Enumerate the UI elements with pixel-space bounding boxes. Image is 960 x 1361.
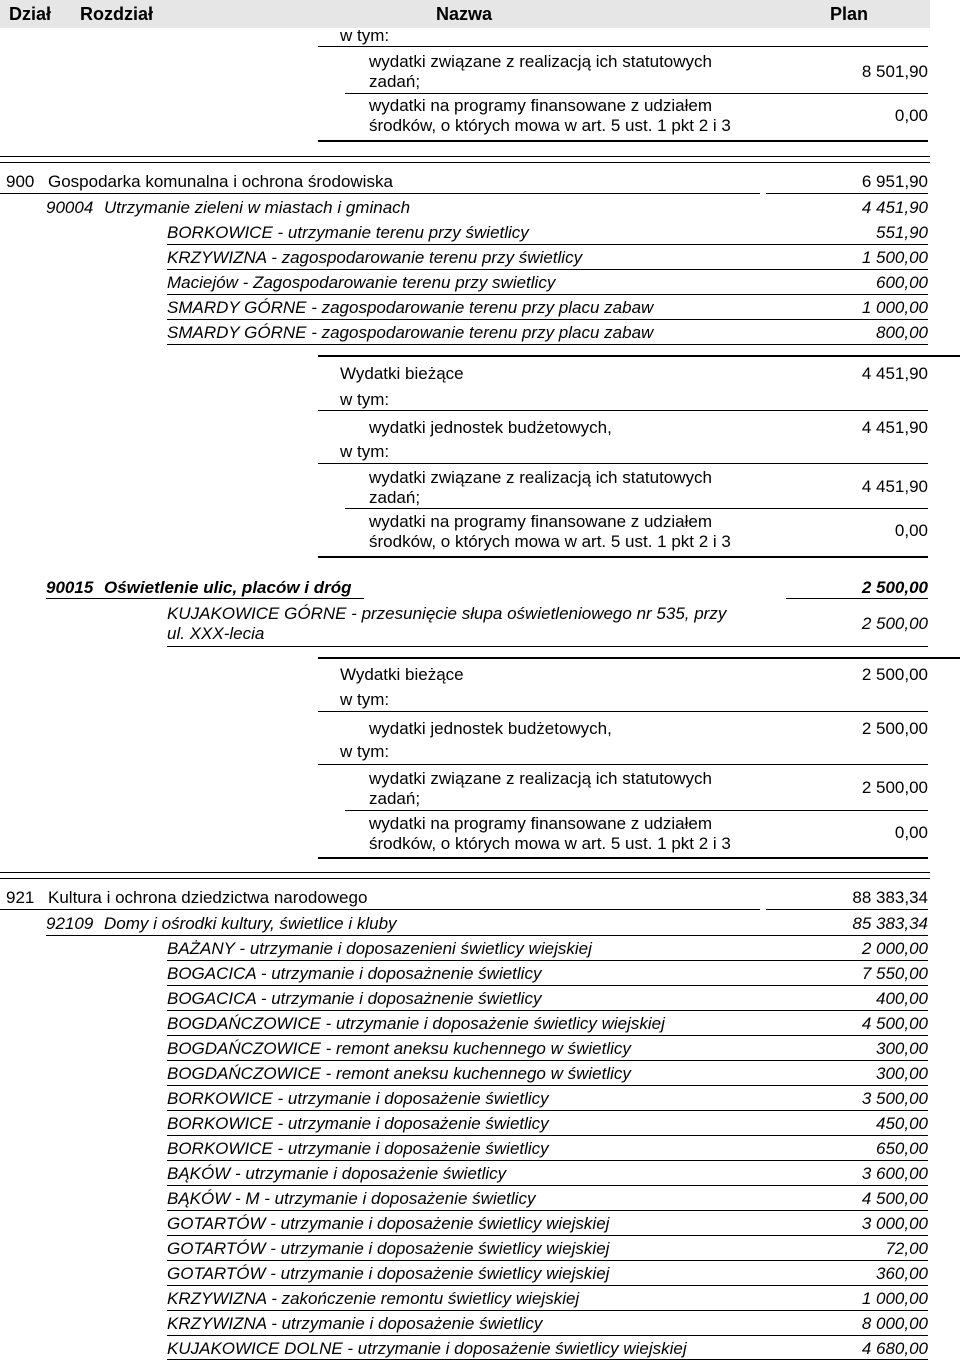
divider: [167, 1235, 928, 1236]
divider: [0, 193, 760, 194]
biezace-value: 2 500,00: [861, 665, 928, 684]
divider: [0, 162, 930, 163]
item-name: KRZYWIZNA - zagospodarowanie terenu przy świetlicy: [167, 248, 583, 267]
rozdzial-code: 90015: [46, 578, 94, 597]
divider: [167, 1185, 928, 1186]
w-tym-label: w tym:: [340, 742, 390, 761]
statutowe-line1: wydatki związane z realizacją ich statutowych: [369, 52, 712, 71]
programy-line2: środków, o których mowa w art. 5 ust. 1 pkt 2 i 3: [369, 116, 731, 135]
item-line2: ul. XXX-lecia: [167, 624, 265, 643]
item-value: 4 500,00: [861, 1014, 928, 1033]
jednostek-label: wydatki jednostek budżetowych,: [369, 719, 612, 738]
jednostek-value: 4 451,90: [861, 418, 928, 437]
statutowe-value: 4 451,90: [861, 477, 928, 496]
programy-line1: wydatki na programy finansowane z udziałem: [369, 814, 713, 833]
item-value: 360,00: [876, 1264, 928, 1283]
divider: [345, 508, 928, 509]
divider: [318, 463, 928, 464]
item-name: SMARDY GÓRNE - zagospodarowanie terenu przy placu zabaw: [167, 323, 654, 342]
item-value: 72,00: [885, 1239, 928, 1258]
divider: [167, 1210, 928, 1211]
item-name: GOTARTÓW - utrzymanie i doposażenie świetlicy wiejskiej: [167, 1214, 610, 1233]
item-name: KUJAKOWICE DOLNE - utrzymanie i doposażenie świetlicy wiejskiej: [167, 1339, 687, 1358]
divider: [318, 657, 960, 659]
header-nazwa: Nazwa: [436, 4, 493, 24]
programy-value: 0,00: [894, 106, 928, 125]
rozdzial-code: 90004: [46, 198, 94, 217]
w-tym-label: w tym:: [340, 26, 390, 45]
programy-line2: środków, o których mowa w art. 5 ust. 1 pkt 2 i 3: [369, 532, 731, 551]
item-name: BĄKÓW - M - utrzymanie i doposażenie świetlicy: [167, 1189, 536, 1208]
divider: [318, 857, 928, 859]
biezace-label: Wydatki bieżące: [340, 364, 464, 383]
item-value: 650,00: [876, 1139, 928, 1158]
item-name: KRZYWIZNA - zakończenie remontu świetlicy wiejskiej: [167, 1289, 580, 1308]
item-value: 300,00: [876, 1064, 928, 1083]
divider: [318, 764, 928, 765]
item-name: BOGDAŃCZOWICE - remont aneksu kuchennego w świetlicy: [167, 1039, 631, 1058]
item-value: 300,00: [876, 1039, 928, 1058]
statutowe-line1: wydatki związane z realizacją ich statutowych: [369, 468, 712, 487]
divider: [345, 93, 928, 94]
divider: [766, 909, 928, 910]
programy-line1: wydatki na programy finansowane z udziałem: [369, 96, 713, 115]
divider: [167, 294, 928, 295]
item-name: Maciejów - Zagospodarowanie terenu przy swietlicy: [167, 273, 556, 292]
divider: [167, 1085, 928, 1086]
biezace-label: Wydatki bieżące: [340, 665, 464, 684]
divider: [0, 872, 930, 873]
dzial-name: Kultura i ochrona dziedzictwa narodowego: [48, 888, 368, 907]
item-name: SMARDY GÓRNE - zagospodarowanie terenu przy placu zabaw: [167, 298, 654, 317]
item-name: BOGDAŃCZOWICE - remont aneksu kuchennego w świetlicy: [167, 1064, 631, 1083]
divider: [167, 1035, 928, 1036]
item-name: KRZYWIZNA - utrzymanie i doposażenie świetlicy: [167, 1314, 543, 1333]
divider: [318, 46, 928, 47]
jednostek-value: 2 500,00: [861, 719, 928, 738]
divider: [46, 935, 928, 936]
statutowe-value: 8 501,90: [861, 62, 928, 81]
divider: [167, 344, 928, 345]
divider: [167, 985, 928, 986]
divider: [167, 269, 928, 270]
divider: [167, 1310, 928, 1311]
item-value: 8 000,00: [861, 1314, 928, 1333]
statutowe-line2: zadań;: [369, 789, 421, 808]
rozdzial-value: 85 383,34: [852, 914, 928, 933]
item-name: GOTARTÓW - utrzymanie i doposażenie świetlicy wiejskiej: [167, 1264, 610, 1283]
item-value: 2 000,00: [861, 939, 928, 958]
rozdzial-name: Domy i ośrodki kultury, świetlice i kluby: [104, 914, 397, 933]
item-name: BĄKÓW - utrzymanie i doposażenie świetlicy: [167, 1164, 507, 1183]
divider: [167, 1359, 928, 1360]
divider: [167, 1260, 928, 1261]
w-tym-label: w tym:: [340, 390, 390, 409]
rozdzial-name: Oświetlenie ulic, placów i dróg: [104, 578, 352, 597]
dzial-value: 6 951,90: [861, 172, 928, 191]
item-value: 4 500,00: [861, 1189, 928, 1208]
item-name: BOGACICA - utrzymanie i doposażnenie świetlicy: [167, 964, 542, 983]
divider: [0, 909, 760, 910]
dzial-name: Gospodarka komunalna i ochrona środowiska: [48, 172, 393, 191]
item-value: 3 600,00: [861, 1164, 928, 1183]
statutowe-line2: zadań;: [369, 488, 421, 507]
divider: [167, 646, 928, 647]
item-name: BAŻANY - utrzymanie i doposazenieni świetlicy wiejskiej: [167, 939, 592, 958]
item-name: BOGACICA - utrzymanie i doposażnenie świetlicy: [167, 989, 542, 1008]
item-value: 1 000,00: [861, 1289, 928, 1308]
item-value: 800,00: [876, 323, 928, 342]
header-plan: Plan: [830, 4, 869, 24]
divider: [0, 878, 930, 879]
divider: [0, 156, 930, 157]
item-value: 1 000,00: [861, 298, 928, 317]
item-value: 2 500,00: [861, 614, 928, 633]
programy-line2: środków, o których mowa w art. 5 ust. 1 pkt 2 i 3: [369, 834, 731, 853]
dzial-value: 88 383,34: [852, 888, 928, 907]
divider: [167, 244, 928, 245]
divider: [766, 193, 928, 194]
divider: [46, 598, 364, 599]
item-name: BORKOWICE - utrzymanie i doposażenie świetlicy: [167, 1089, 549, 1108]
divider: [318, 410, 928, 411]
item-value: 551,90: [876, 223, 928, 242]
item-value: 7 550,00: [861, 964, 928, 983]
rozdzial-name: Utrzymanie zieleni w miastach i gminach: [104, 198, 411, 217]
jednostek-label: wydatki jednostek budżetowych,: [369, 418, 612, 437]
table-header: [0, 0, 930, 28]
item-name: GOTARTÓW - utrzymanie i doposażenie świetlicy wiejskiej: [167, 1239, 610, 1258]
divider: [167, 1060, 928, 1061]
programy-value: 0,00: [894, 521, 928, 540]
w-tym-label: w tym:: [340, 690, 390, 709]
statutowe-line2: zadań;: [369, 72, 421, 91]
item-value: 600,00: [876, 273, 928, 292]
item-value: 4 680,00: [861, 1339, 928, 1358]
item-value: 3 500,00: [861, 1089, 928, 1108]
item-name: BORKOWICE - utrzymanie i doposażenie świetlicy: [167, 1139, 549, 1158]
divider: [318, 355, 960, 357]
divider: [167, 319, 928, 320]
biezace-value: 4 451,90: [861, 364, 928, 383]
item-value: 3 000,00: [861, 1214, 928, 1233]
item-name: BORKOWICE - utrzymanie i doposażenie świetlicy: [167, 1114, 549, 1133]
divider: [318, 556, 928, 558]
header-dzial: Dział: [9, 4, 52, 24]
item-value: 450,00: [876, 1114, 928, 1133]
item-value: 400,00: [876, 989, 928, 1008]
divider: [167, 1285, 928, 1286]
statutowe-line1: wydatki związane z realizacją ich statutowych: [369, 769, 712, 788]
item-value: 1 500,00: [861, 248, 928, 267]
item-line1: KUJAKOWICE GÓRNE - przesunięcie słupa oświetleniowego nr 535, przy: [167, 604, 727, 623]
statutowe-value: 2 500,00: [861, 778, 928, 797]
rozdzial-value: 2 500,00: [861, 578, 928, 597]
divider: [167, 1160, 928, 1161]
header-rozdzial: Rozdział: [80, 4, 154, 24]
divider: [318, 711, 928, 712]
divider: [167, 1335, 928, 1336]
programy-line1: wydatki na programy finansowane z udziałem: [369, 512, 713, 531]
divider: [786, 598, 928, 599]
divider: [167, 1110, 928, 1111]
rozdzial-value: 4 451,90: [861, 198, 928, 217]
rozdzial-code: 92109: [46, 914, 94, 933]
divider: [167, 960, 928, 961]
dzial-code: 900: [6, 172, 35, 191]
divider: [318, 140, 928, 142]
divider: [167, 1010, 928, 1011]
w-tym-label: w tym:: [340, 442, 390, 461]
dzial-code: 921: [6, 888, 35, 907]
programy-value: 0,00: [894, 823, 928, 842]
divider: [345, 810, 928, 811]
item-name: BORKOWICE - utrzymanie terenu przy świetlicy: [167, 223, 529, 242]
item-name: BOGDAŃCZOWICE - utrzymanie i doposażenie świetlicy wiejskiej: [167, 1014, 665, 1033]
divider: [167, 1135, 928, 1136]
